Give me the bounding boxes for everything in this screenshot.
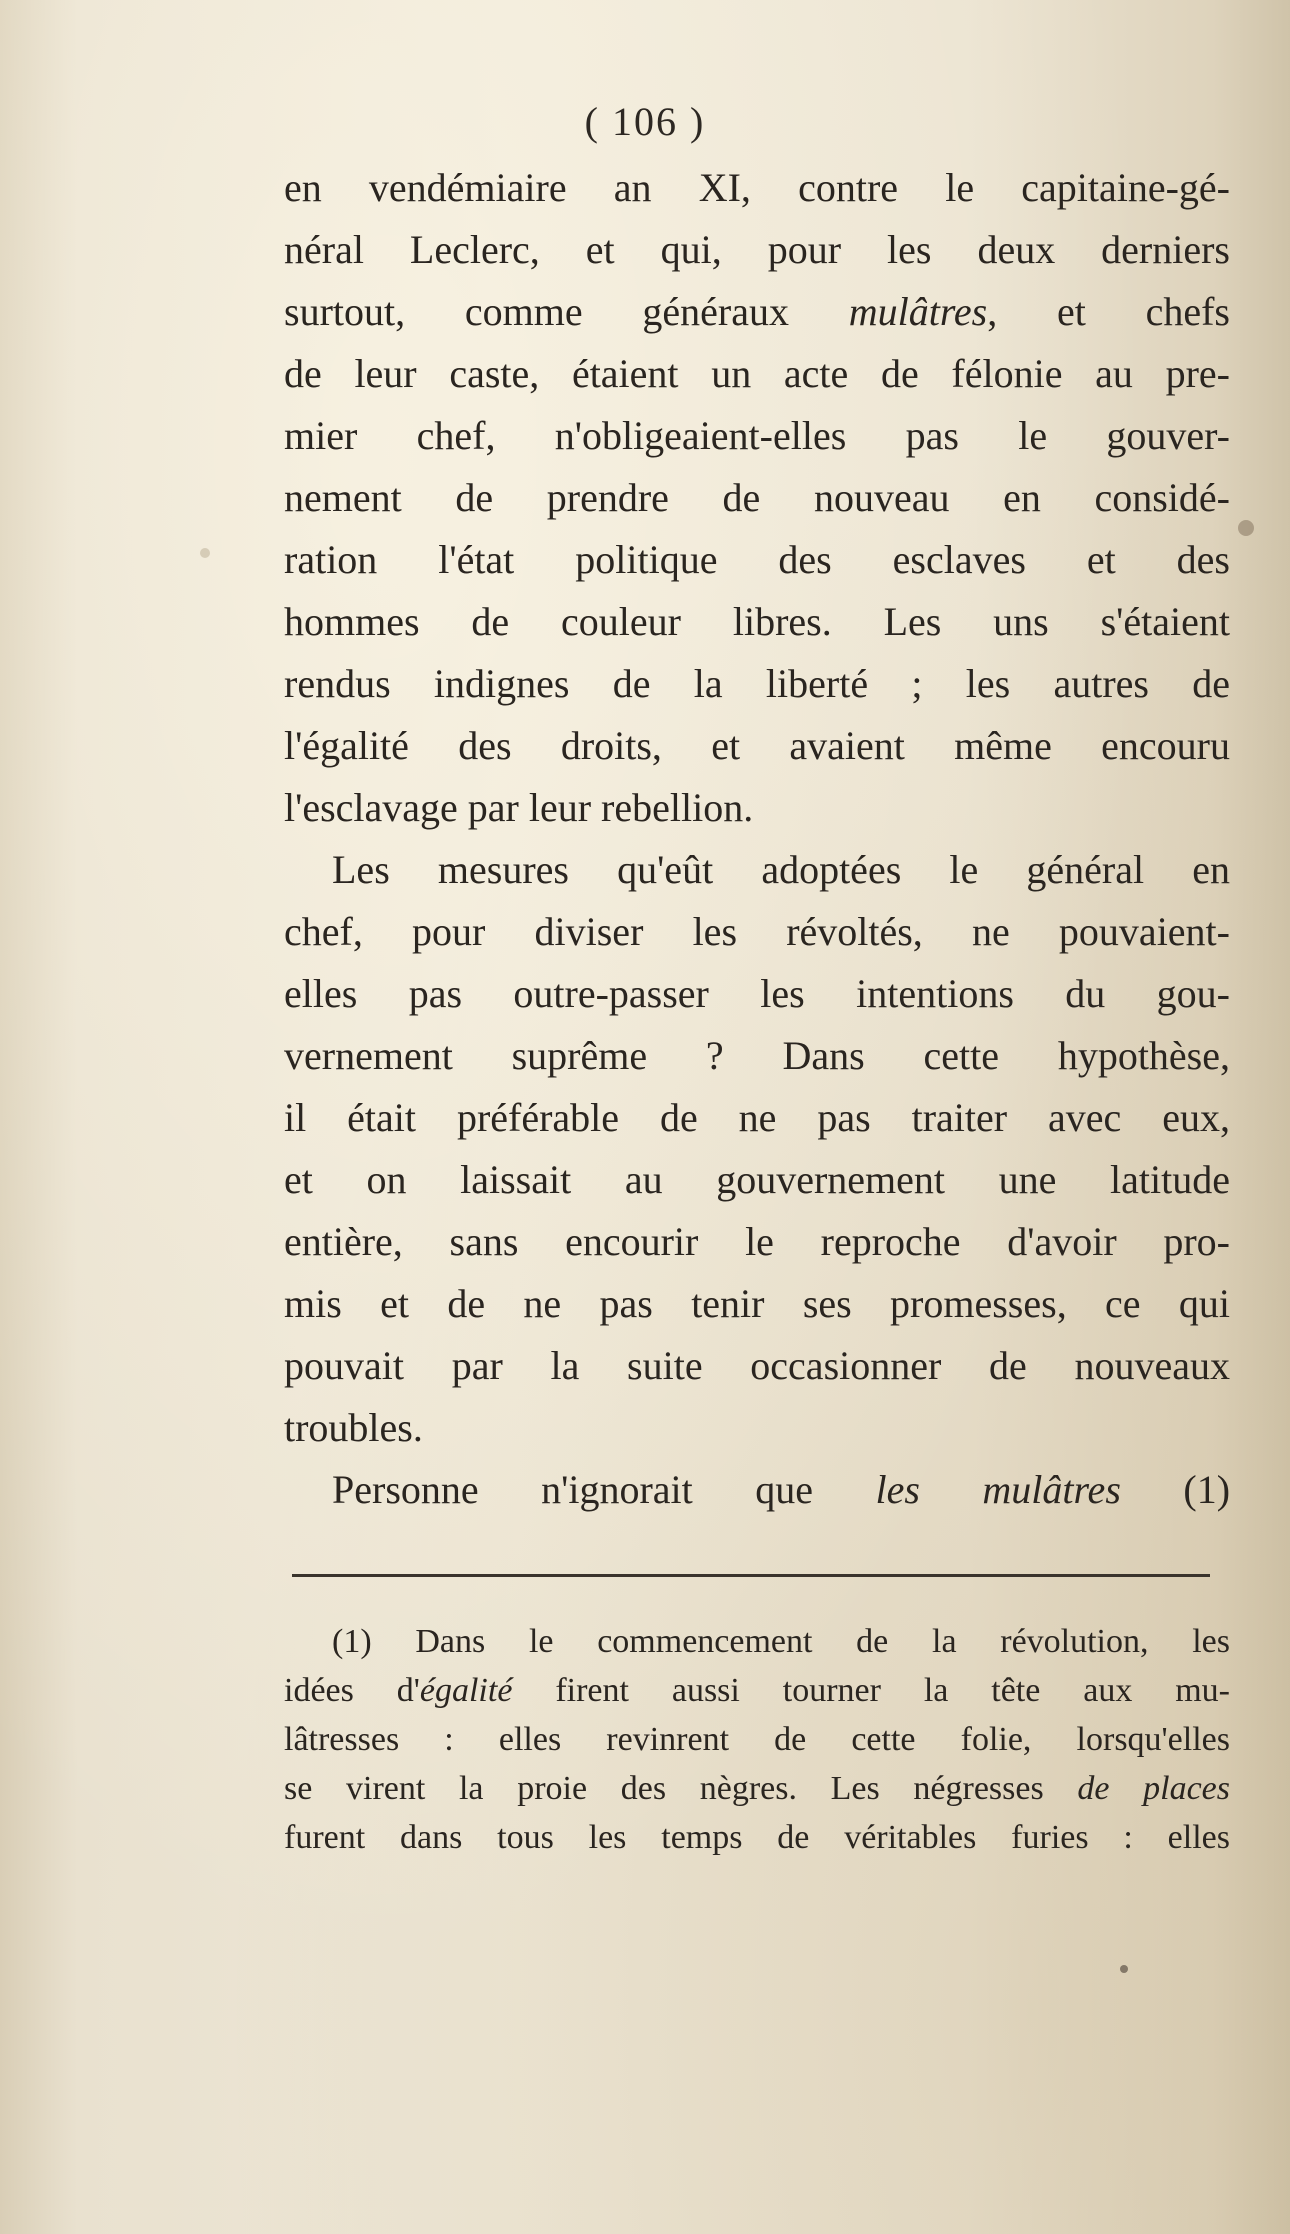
text-line: troubles. xyxy=(284,1405,423,1450)
italic-term: de places xyxy=(1077,1770,1231,1807)
text-line: nement de prendre de nouveau en considé- xyxy=(284,475,1230,520)
text-line: mis et de ne pas tenir ses promesses, ce qui xyxy=(284,1281,1230,1326)
text-line: entière, sans encourir le reproche d'avoir pro- xyxy=(284,1219,1230,1264)
footnote-line: (1) Dans le commencement de la révolution, les xyxy=(332,1623,1230,1660)
text-line: chef, pour diviser les révoltés, ne pouvaient- xyxy=(284,909,1230,954)
text-line: Les mesures qu'eût adoptées le général en xyxy=(332,847,1230,892)
text-line: et on laissait au gouvernement une latitude xyxy=(284,1157,1230,1202)
footnote xyxy=(284,1617,1230,1862)
text-line: mier chef, n'obligeaient-elles pas le gouver- xyxy=(284,413,1230,458)
page-number: ( 106 ) xyxy=(584,99,706,144)
footnote-line: lâtresses : elles revinrent de cette folie, lorsqu'elles xyxy=(284,1721,1230,1758)
text-line: l'esclavage par leur rebellion. xyxy=(284,785,754,830)
footnote-line: furent dans tous les temps de véritables furies : elles xyxy=(284,1819,1230,1856)
text-line: surtout, comme généraux mulâtres, et chefs xyxy=(284,289,1230,334)
text-line: ration l'état politique des esclaves et des xyxy=(284,537,1230,582)
text-line: de leur caste, étaient un acte de félonie au pre- xyxy=(284,351,1230,396)
footnote-separator xyxy=(292,1574,1210,1577)
paper-stain xyxy=(200,548,210,558)
italic-term: mulâtres xyxy=(848,289,988,334)
text-line: en vendémiaire an XI, contre le capitaine-gé- xyxy=(284,165,1230,210)
text-line: rendus indignes de la liberté ; les autres de xyxy=(284,661,1230,706)
text-line: néral Leclerc, et qui, pour les deux derniers xyxy=(284,227,1230,272)
footnote-line: se virent la proie des nègres. Les négresses de places xyxy=(284,1770,1231,1807)
text-line: elles pas outre-passer les intentions du gou- xyxy=(284,971,1230,1016)
footnote-line: idées d'égalité firent aussi tourner la tête aux mu- xyxy=(284,1672,1230,1709)
text-line: l'égalité des droits, et avaient même encouru xyxy=(284,723,1230,768)
paper-stain xyxy=(1238,520,1254,536)
text-line: vernement suprême ? Dans cette hypothèse, xyxy=(284,1033,1230,1078)
italic-term: égalité xyxy=(419,1672,513,1709)
text-line: hommes de couleur libres. Les uns s'étaient xyxy=(284,599,1230,644)
italic-term: les mulâtres xyxy=(875,1467,1121,1512)
body-text xyxy=(284,157,1230,1521)
text-line: pouvait par la suite occasionner de nouveaux xyxy=(284,1343,1230,1388)
text-line: Personne n'ignorait que les mulâtres (1) xyxy=(332,1467,1231,1512)
paper-stain xyxy=(1120,1965,1128,1973)
text-line: il était préférable de ne pas traiter avec eux, xyxy=(284,1095,1230,1140)
